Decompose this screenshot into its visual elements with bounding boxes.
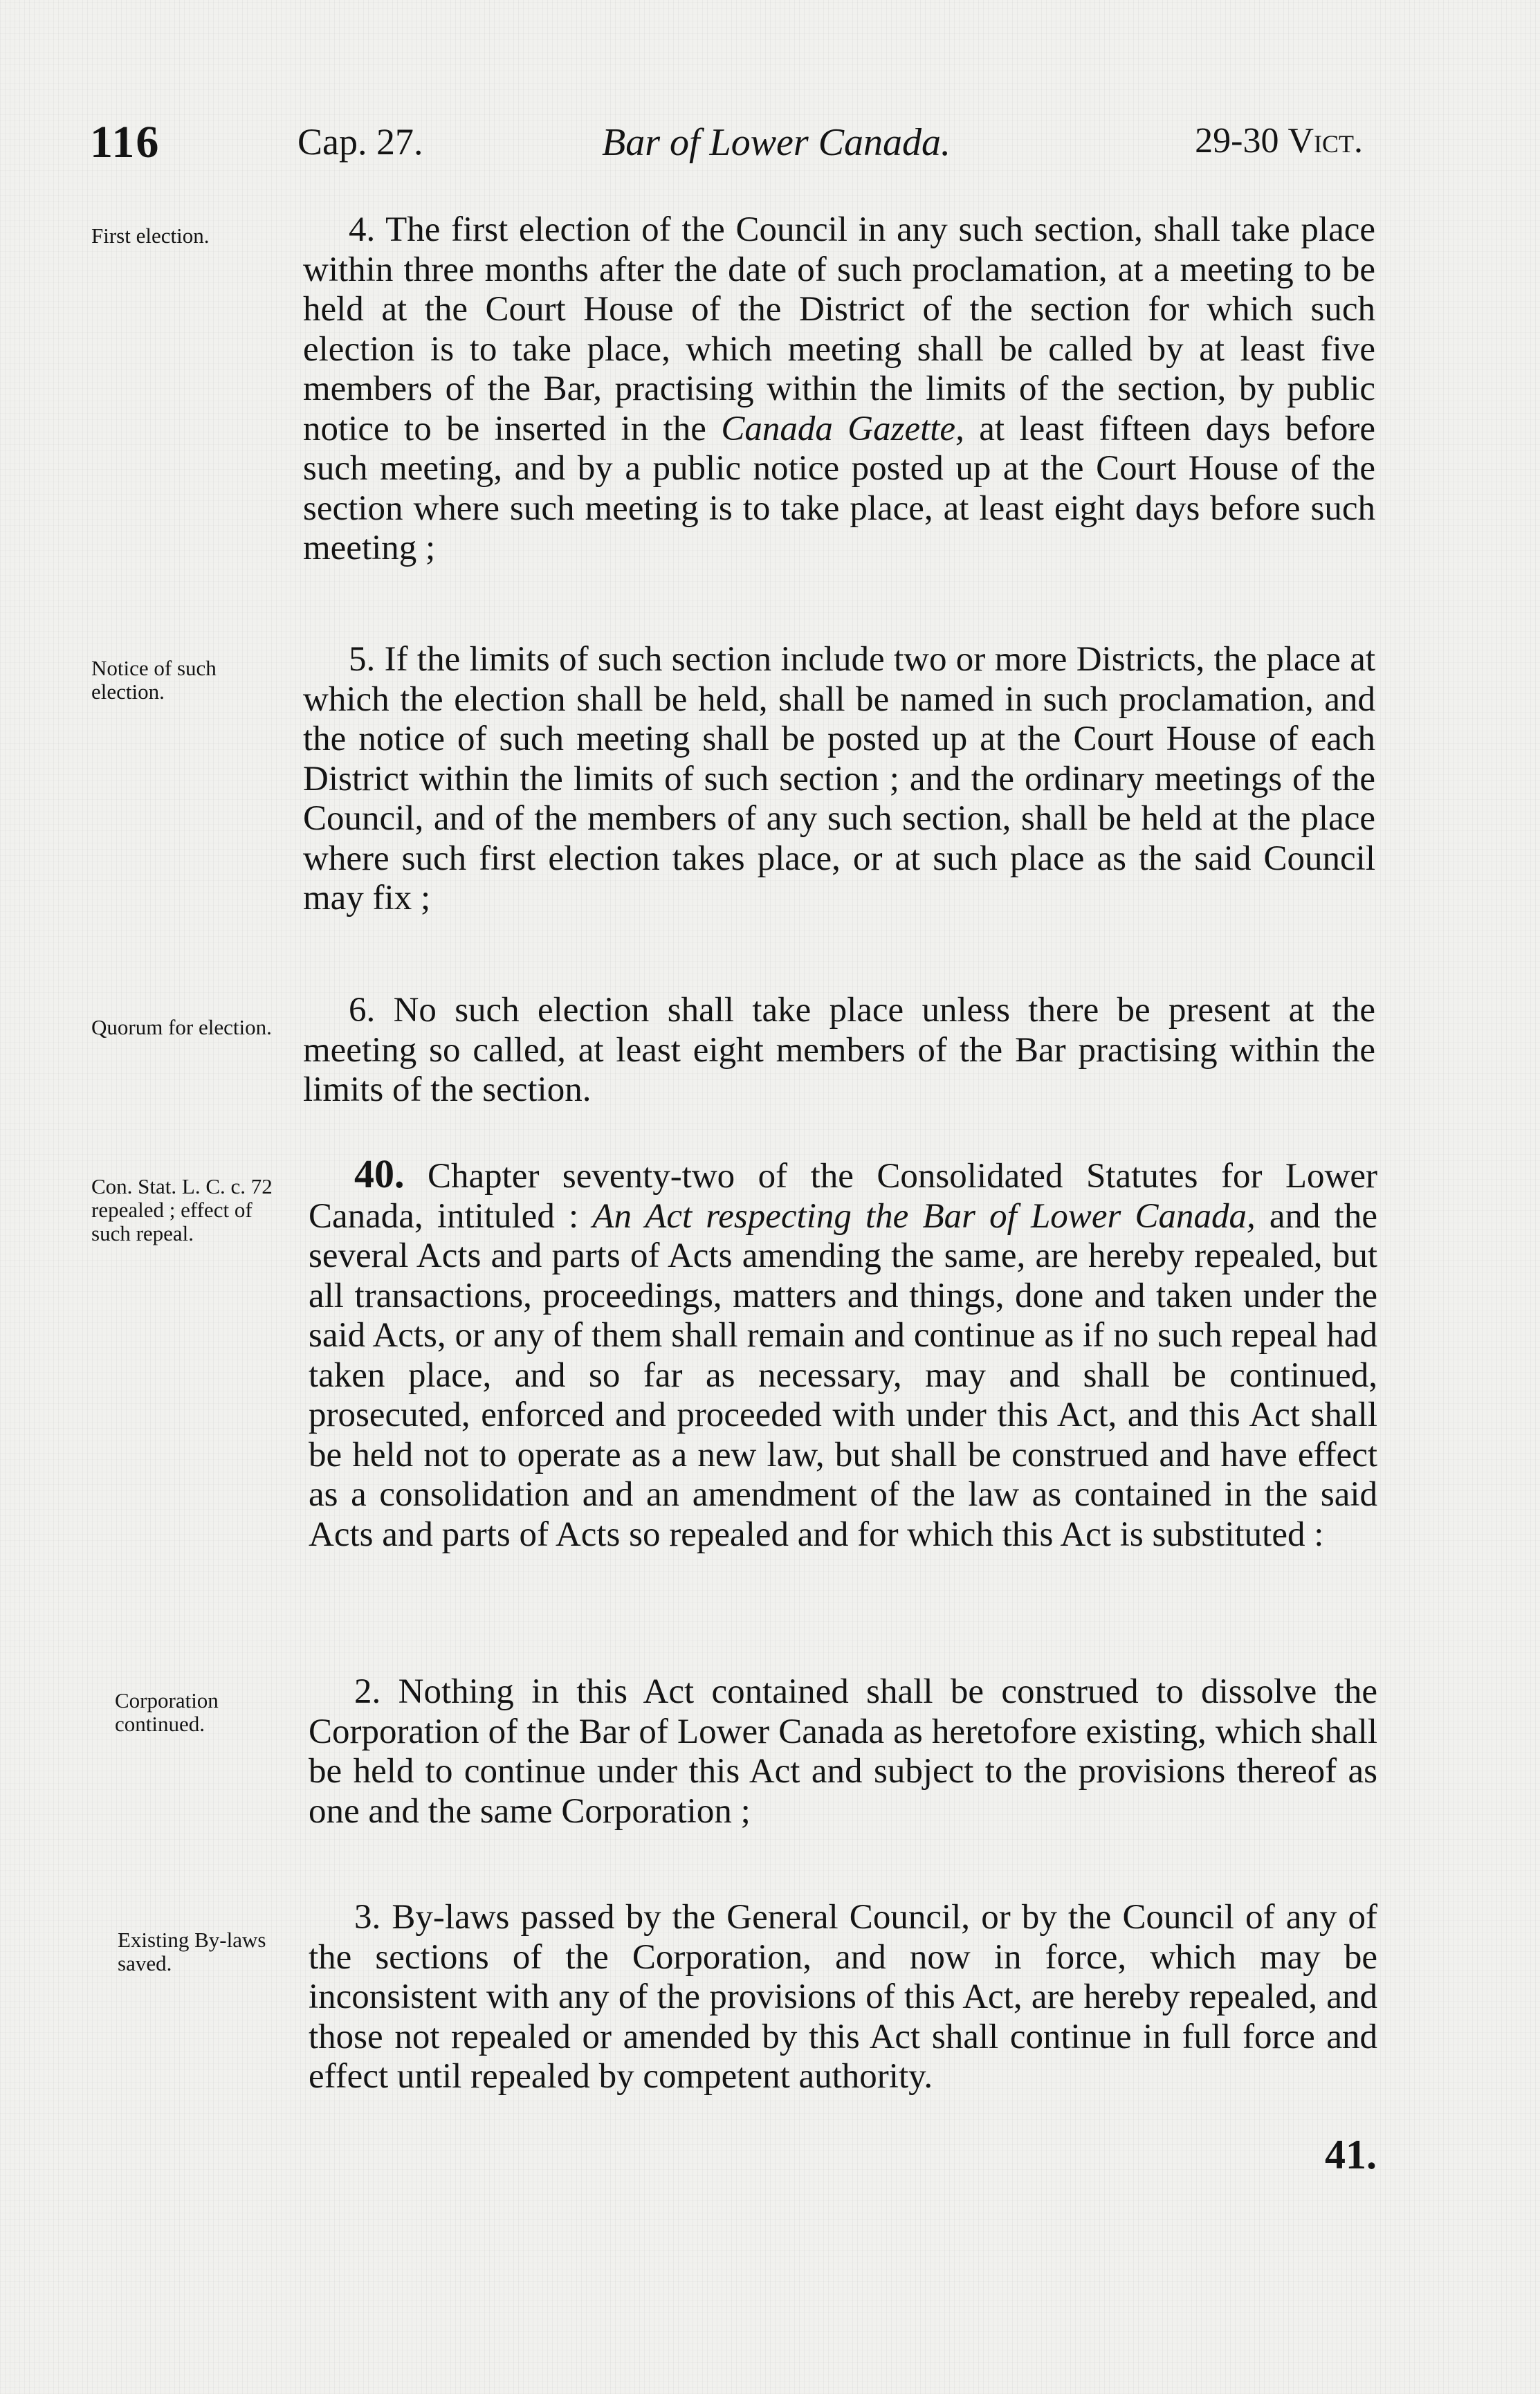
section-number: 3.: [354, 1898, 381, 1937]
section-text: 40. Chapter seventy-two of the Consolidated Statutes for Lower Canada, intituled : An Act respecting the Bar of Lower Canada, and the several Acts and parts of Acts amending the same, are hereby repealed, but all transactions, proceedings, matters and things, done and taken under the said Acts, or any of them shall remain and continue as if no such repeal had taken place, and so far as necessary, may and shall be continued, prosecuted, enforced and proceeded with under this Act, and this Act shall be held not to operate as a new law, but shall be construed and have effect as a consolidation and an amendment of the law as contained in the said Acts and parts of Acts so repealed and for which this Act is substituted :: [309, 1151, 1378, 1554]
running-header: [90, 116, 1363, 179]
section-number: 5.: [349, 640, 376, 679]
margin-note: Existing By-laws saved.: [118, 1928, 266, 1975]
section-text: 3. By-laws passed by the General Council, or by the Council of any of the sections of the Corporation, and now in force, which may be inconsistent with any of the provisions of this Act, are hereby repealed, and those not repealed or amended by this Act shall continue in full force and effect until repealed by competent authority.: [309, 1898, 1377, 2096]
section-number: 40.: [354, 1151, 405, 1196]
chapter-label: Cap. 27.: [297, 121, 423, 163]
regnal-year: [1195, 120, 1363, 161]
section-number: 4.: [349, 210, 376, 249]
section-text: 4. The first election of the Council in any such section, shall take place within three months after the date of such proclamation, at a meeting to be held at the Court House of the District of the section for which such election is to take place, which meeting shall be called by at least five members of the Bar, practising within the limits of the section, by public notice to be inserted in the Canada Gazette, at least fifteen days before such meeting, and by a public notice posted up at the Court House of the section where such meeting is to take place, at least eight days before such meeting ;: [303, 210, 1375, 567]
page-number: 116: [90, 117, 161, 167]
section-number: 6.: [349, 991, 376, 1030]
margin-note: Corporation continued.: [115, 1688, 219, 1736]
act-title: An Act respecting the Bar of Lower Canada,: [592, 1196, 1256, 1236]
gazette-title: Canada Gazette,: [721, 409, 964, 448]
margin-note: First election.: [91, 223, 210, 248]
margin-note: Con. Stat. L. C. c. 72 repealed ; effect of such repeal.: [91, 1174, 273, 1245]
section-text: 6. No such election shall take place unless there be present at the meeting so called, at least eight members of the Bar practising within the limits of the section.: [303, 991, 1375, 1109]
section-text: 5. If the limits of such section include two or more Districts, the place at which the election shall be held, shall be named in such proclamation, and the notice of such meeting shall be posted up at the Court House of each District within the limits of such section ; and the ordinary meetings of the Council, and of the members of any such section, shall be held at the place where such first election takes place, or at such place as the said Council may fix ;: [303, 640, 1375, 917]
running-title: Bar of Lower Canada.: [602, 121, 951, 164]
section-number: 2.: [354, 1672, 381, 1711]
margin-note: Quorum for election.: [91, 1015, 272, 1039]
margin-note: Notice of such election.: [91, 656, 217, 704]
section-text: 2. Nothing in this Act contained shall be construed to dissolve the Corporation of the Bar of Lower Canada as heretofore existing, which shall be held to continue under this Act and subject to the provisions thereof as one and the same Corporation ;: [309, 1672, 1377, 1831]
regnal-year-word: Vict.: [1287, 121, 1363, 161]
regnal-year-number: 29-30: [1195, 121, 1279, 161]
catchword: 41.: [1325, 2132, 1377, 2177]
